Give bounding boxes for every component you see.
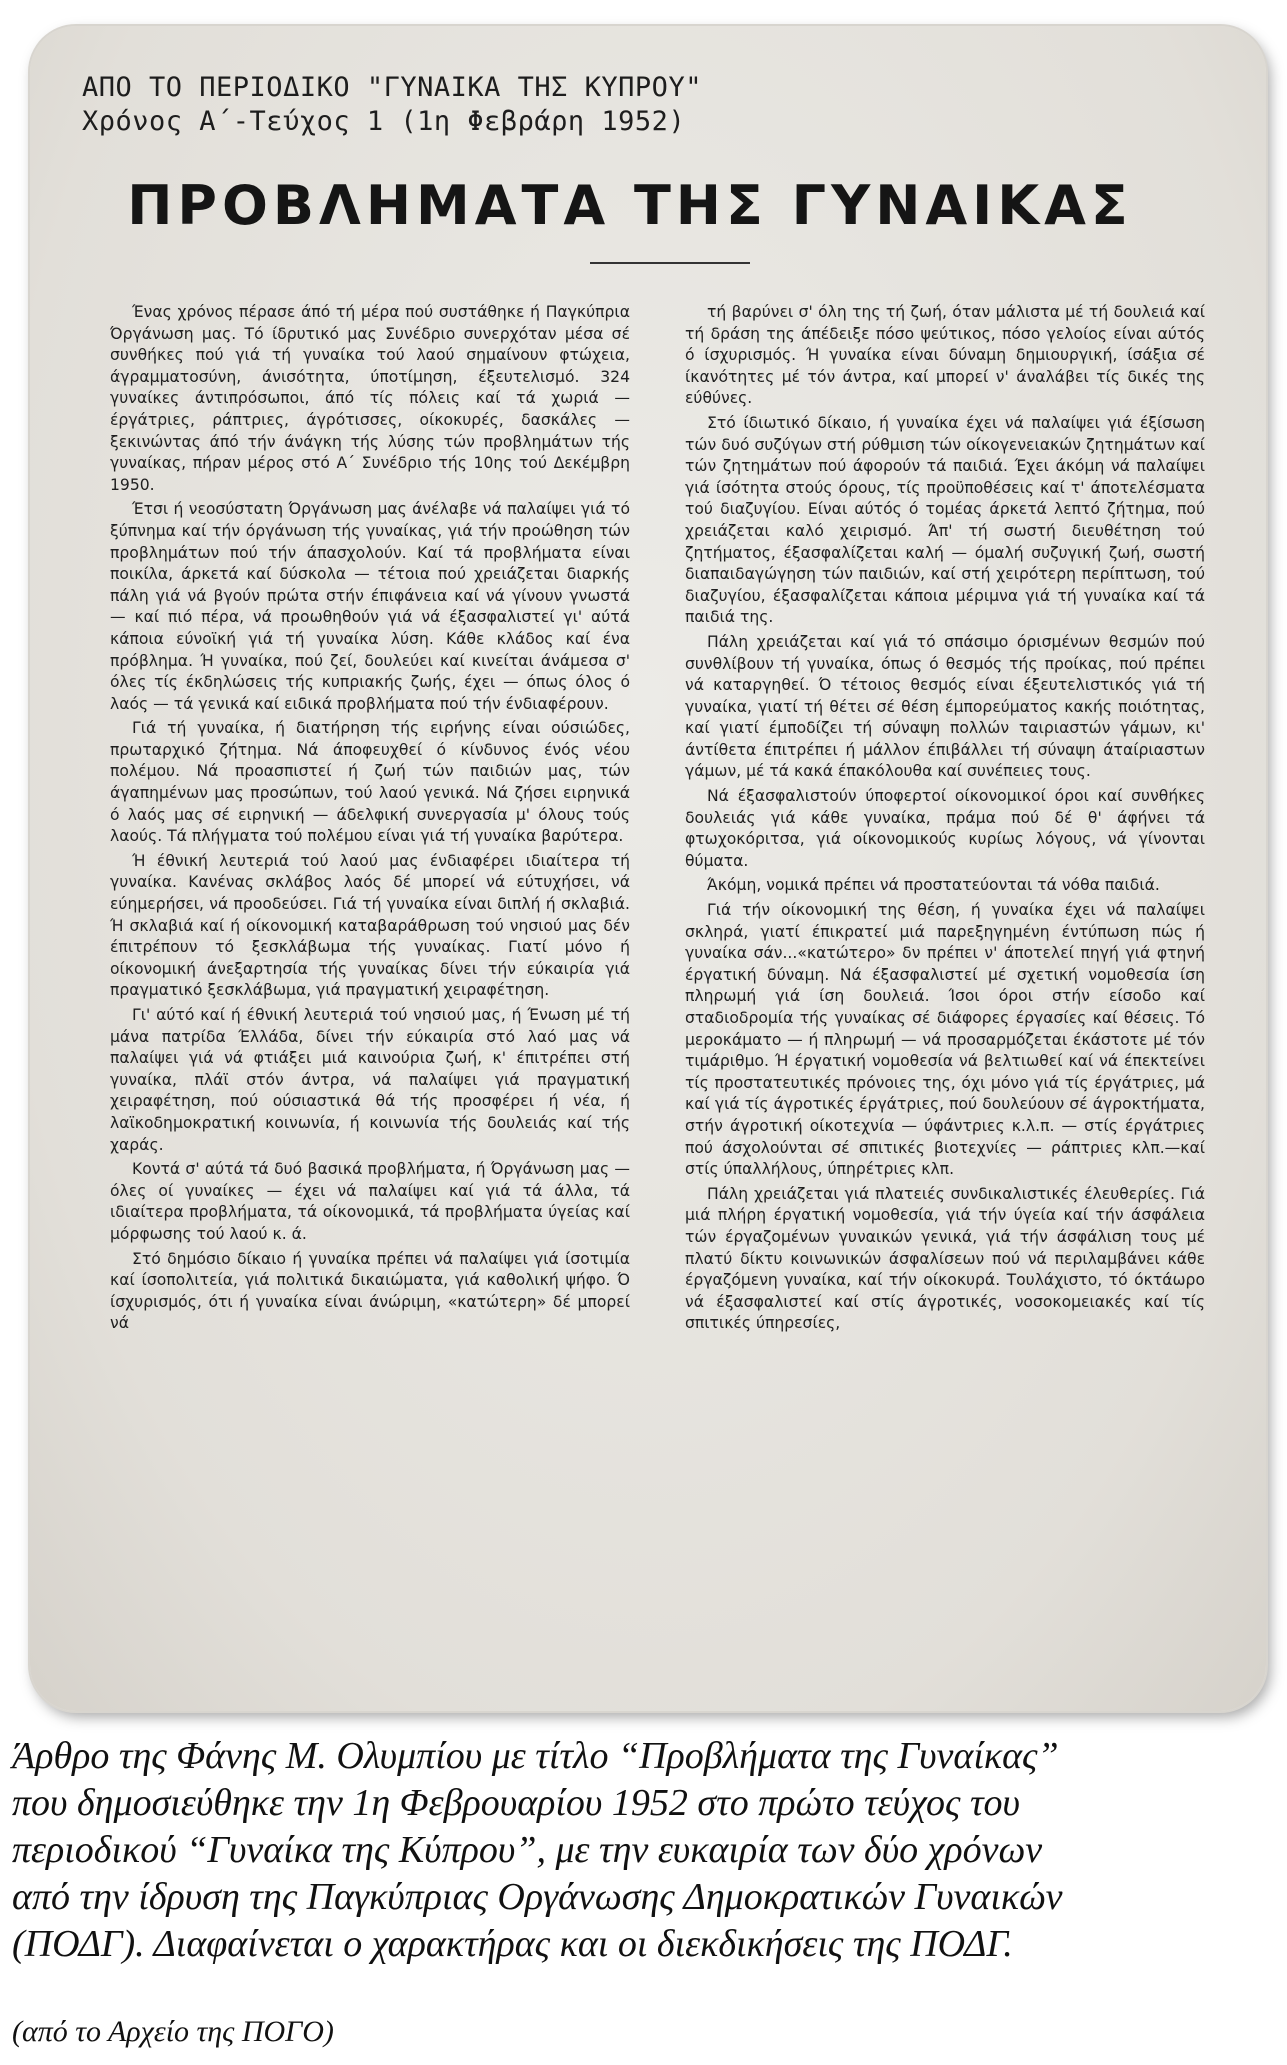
caption-line: Άρθρο της Φάνης Μ. Ολυμπίου με τίτλο “Προβλήματα της Γυναίκας” (12, 1735, 1059, 1777)
article-left-column (110, 302, 630, 1711)
caption-line: από την ίδρυση της Παγκύπριας Οργάνωσης Δημοκρατικών Γυναικών (12, 1876, 1063, 1918)
figure-caption (12, 1733, 1274, 1968)
caption-line: περιοδικού “Γυναίκα της Κύπρου”, με την ευκαιρία των δύο χρόνων (12, 1829, 1043, 1871)
right-paragraph: Στό ίδιωτικό δίκαιο, ή γυναίκα έχει νά παλαίψει γιά έξίσωση τών δυό συζύγων στή ρύθμιση τών οίκογενειακών ζητημάτων καί τών ζητημάτων πού άφορούν τά παιδιά. Έχει άκόμη νά παλαίψει γιά ίσότητα στούς όρους, τίς προϋποθέσεις καί τ' άποτελέσματα τού διαζυγίου. Είναι αύτός ό τομέας άρκετά λεπτό ζήτημα, πού χρειάζεται καλό χειρισμό. Άπ' τή σωστή διευθέτηση τού ζητήματος, έξασφαλίζεται καλή — όμαλή συζυγική ζωή, σωστή διαπαιδαγώγηση τών παιδιών, καί στή χειρότερη περίπτωση, τού διαζυγίου, έξασφαλίζεται κάποια μέριμνα γιά τή γυναίκα καί τά παιδιά της. (685, 413, 1205, 627)
left-paragraph: Γιά τή γυναίκα, ή διατήρηση τής ειρήνης είναι ούσιώδες, πρωταρχικό ζήτημα. Νά άποφευχθεί ό κίνδυνος ένός νέου πολέμου. Νά προασπιστεί ή ζωή τών παιδιών μας, τών άγαπημένων μας προσώπων, τού λαού γενικά. Νά ζήσει ειρηνικά ό λαός μας σέ ειρηνική — άδελφική συνεργασία μ' όλους τούς λαούς. Τά πλήγματα τού πολέμου είναι γιά τή γυναίκα βαρύτερα. (110, 719, 630, 846)
left-paragraph: Ή έθνική λευτεριά τού λαού μας ένδιαφέρει ιδιαίτερα τή γυναίκα. Κανένας σκλάβος λαός δέ μπορεί νά εύτυχήσει, νά εύημερήσει, νά προοδεύσει. Γιά τή γυναίκα είναι διπλή ή σκλαβιά. Ή σκλαβιά καί ή οίκονομική καταβαράθρωση τού νησιού μας δέν έπιτρέπουν τό ξεσκλάβωμα τής γυναίκας. Γιατί μόνο ή οίκονομική άνεξαρτησία τής γυναίκας δίνει τήν εύκαιρία γιά πραγματικό ξεσκλάβωμα, γιά πραγματική χειραφέτηση. (110, 851, 630, 1000)
masthead-line-1: ΑΠΟ ΤΟ ΠΕΡΙΟΔΙΚΟ "ΓΥΝΑΙΚΑ ΤΗΣ ΚΥΠΡΟΥ" (82, 72, 702, 103)
right-paragraph: τή βαρύνει σ' όλη της τή ζωή, όταν μάλιστα μέ τή δουλειά καί τή δράση της άπέδειξε πόσο ψεύτικος, πόσο γελοίος είναι αύτός ό ίσχυρισμός. Ή γυναίκα είναι δύναμη δημιουργική, ίσάξια σέ ίκανότητες μέ τόν άντρα, καί μπορεί ν' άναλάβει τίς δικές της εύθύνες. (685, 303, 1205, 408)
left-paragraph: Γι' αύτό καί ή έθνική λευτεριά τού νησιού μας, ή Ένωση μέ τή μάνα πατρίδα Έλλάδα, δίνει τήν εύκαιρία στό λαό μας νά παλαίψει γιά νά φτιάξει μιά καινούρια ζωή, κ' έπιτρέπει στή γυναίκα, πλάϊ στόν άντρα, νά παλαίψει γιά πραγματική χειραφέτηση, πού ούσιαστικά θά τής προσφέρει ή νέα, ή λαϊκοδημοκρατική κοινωνία, ή κοινωνία τής δουλειάς καί τής χαράς. (110, 1006, 630, 1154)
masthead (82, 71, 882, 139)
left-paragraph: Έτσι ή νεοσύστατη Όργάνωση μας άνέλαβε νά παλαίψει γιά τό ξύπνημα καί τήν όργάνωση τής γυναίκας, γιά τήν προώθηση τών προβλημάτων πού τήν άπασχολούν. Καί τά προβλήματα είναι ποικίλα, άρκετά καί δύσκολα — τέτοια πού χρειάζεται διαρκής πάλη γιά νά βγούν πρώτα στήν έπιφάνεια καί νά γίνουν γνωστά — καί πιό πέρα, νά προωθηθούν γιά νά έξασφαλιστεί γι' αύτά κάποια εύνοϊκή γιά τή γυναίκα λύση. Κάθε κλάδος καί ένα πρόβλημα. Ή γυναίκα, πού ζεί, δουλεύει καί κινείται άνάμεσα σ' όλες τίς έκδηλώσεις τής κυπριακής ζωής, έχει — όπως όλος ό λαός — τά γενικά καί ειδικά προβλήματα πού τήν ένδιαφέρουν. (110, 500, 630, 713)
article-right-column (685, 302, 1205, 1711)
right-paragraph: Άκόμη, νομικά πρέπει νά προστατεύονται τά νόθα παιδιά. (707, 876, 1160, 895)
left-paragraph: Στό δημόσιο δίκαιο ή γυναίκα πρέπει νά παλαίψει γιά ίσοτιμία καί ίσοπολιτεία, γιά πολιτικά δικαιώματα, γιά καθολική ψήφο. Ό ίσχυρισμός, ότι ή γυναίκα είναι άνώριμη, «κατώτερη» δέ μπορεί νά (110, 1249, 630, 1333)
right-paragraph: Γιά τήν οίκονομική της θέση, ή γυναίκα έχει νά παλαίψει σκληρά, γιατί έπικρατεί μιά παρεξηγημένη έντύπωση πώς ή γυναίκα σάν...«κατώτερο» δν πρέπει ν' άποτελεί πηγή γιά φτηνή έργατική δύναμη. Νά έξασφαλιστεί μέ σχετική νομοθεσία ίση πληρωμή γιά ίση δουλειά. Ίσοι όροι στήν είσοδο καί σταδιοδρομία τής γυναίκας σέ διάφορες έργασίες καί θέσεις. Τό μεροκάματο — ή πληρωμή — νά προσαρμόζεται έκάστοτε μέ τόν τιμάριθμο. Ή έργατική νομοθεσία νά βελτιωθεί καί νά έπεκτείνει τίς προστατευτικές πρόνοιες της, όχι μόνο γιά τίς έργάτριες, μά καί γιά τίς άγροτικές έργάτριες, πού δουλεύουν σέ άγροκτήματα, στήν άγροτική οίκοτεχνία — ύφάντριες κ.λ.π. — στίς έργάτριες πού άσχολούνται σέ σπιτικές βιοτεχνίες — ράπτριες κλπ.—καί στίς ύπαλλήλους, ύπηρέτριες κλπ. (685, 901, 1205, 1179)
left-paragraph: Κοντά σ' αύτά τά δυό βασικά προβλήματα, ή Όργάνωση μας — όλες οί γυναίκες — έχει νά παλαίψει καί γιά τά άλλα, τά ιδιαίτερα προβλήματα, τά οίκονομικά, τά προβλήματα ύγείας καί μόρφωσης τού λαού κ. ά. (110, 1160, 630, 1243)
caption-line: (ΠΟΔΓ). Διαφαίνεται ο χαρακτήρας και οι διεκδικήσεις της ΠΟΔΓ. (12, 1923, 1013, 1965)
right-paragraph: Πάλη χρειάζεται γιά πλατειές συνδικαλιστικές έλευθερίες. Γιά μιά πλήρη έργατική νομοθεσία, γιά τήν ύγεία καί τήν άσφάλεια τών έργαζομένων γυναικών γενικά, γιά τήν άσφάλιση τους μέ πλατύ δίκτυ κοινωνικών άσφαλίσεων πού νά περιλαμβάνει κάθε έργαζόμενη γυναίκα, καί τήν οίκοκυρά. Τουλάχιστο, τό όκτάωρο νά έξασφαλιστεί καί στίς άγροτικές, νοσοκομειακές καί τίς σπιτικές ύπηρεσίες, (685, 1184, 1205, 1333)
article-headline: ΠΡΟΒΛΗΜΑΤΑ ΤΗΣ ΓΥΝΑΙΚΑΣ (127, 174, 1133, 237)
right-paragraph: Νά έξασφαλιστούν ύποφερτοί οίκονομικοί όροι καί συνθήκες δουλειάς γιά κάθε γυναίκα, πράμα πού δέ θ' άφήνει τά φτωχοκόριτσα, γιά οίκονομικούς κυρίως λόγους, νά γίνονται θύματα. (685, 787, 1205, 870)
source-credit: (από το Αρχείο της ΠΟΓΟ) (12, 2015, 334, 2048)
left-paragraph: Ένας χρόνος πέρασε άπό τή μέρα πού συστάθηκε ή Παγκύπρια Όργάνωση μας. Τό ίδρυτικό μας Συνέδριο συνερχόταν μέσα σέ συνθήκες πού γιά τή γυναίκα τού λαού σημαίνουν φτώχεια, άγραμματοσύνη, άνισότητα, ύποτίμηση, έξευτελισμό. 324 γυναίκες άντιπρόσωποι, άπό τίς πόλεις καί τά χωριά — έργάτριες, ράπτριες, άγρότισσες, οίκοκυρές, δασκάλες — ξεκινώντας άπό τήν άνάγκη τής λύσης τών προβλημάτων τής γυναίκας, πήραν μέρος στό Α΄ Συνέδριο τής 10ης τού Δεκέμβρη 1950. (110, 303, 630, 494)
scanned-newspaper-page (30, 26, 1266, 1711)
headline-rule (590, 262, 750, 264)
masthead-line-2: Χρόνος Α΄-Τεύχος 1 (1η Φεβράρη 1952) (82, 106, 686, 137)
caption-line: που δημοσιεύθηκε την 1η Φεβρουαρίου 1952 στο πρώτο τεύχος του (12, 1782, 1021, 1824)
right-paragraph: Πάλη χρειάζεται καί γιά τό σπάσιμο όρισμένων θεσμών πού συνθλίβουν τή γυναίκα, όπως ό θεσμός τής προίκας, πού πρέπει νά καταργηθεί. Ό τέτοιος θεσμός είναι έξευτελιστικός γιά τή γυναίκα, γιατί τή θέτει σέ θέση έμπορεύματος κακής ποιότητας, καί γιατί έμποδίζει τή σύναψη πολλών ταιριαστών γάμων, κι' άντίθετα έπιτρέπει ή μάλλον έπιβάλλει τή σύναψη άταίριαστων γάμων, μέ τά κακά έπακόλουθα καί συνέπειες τους. (685, 632, 1205, 781)
